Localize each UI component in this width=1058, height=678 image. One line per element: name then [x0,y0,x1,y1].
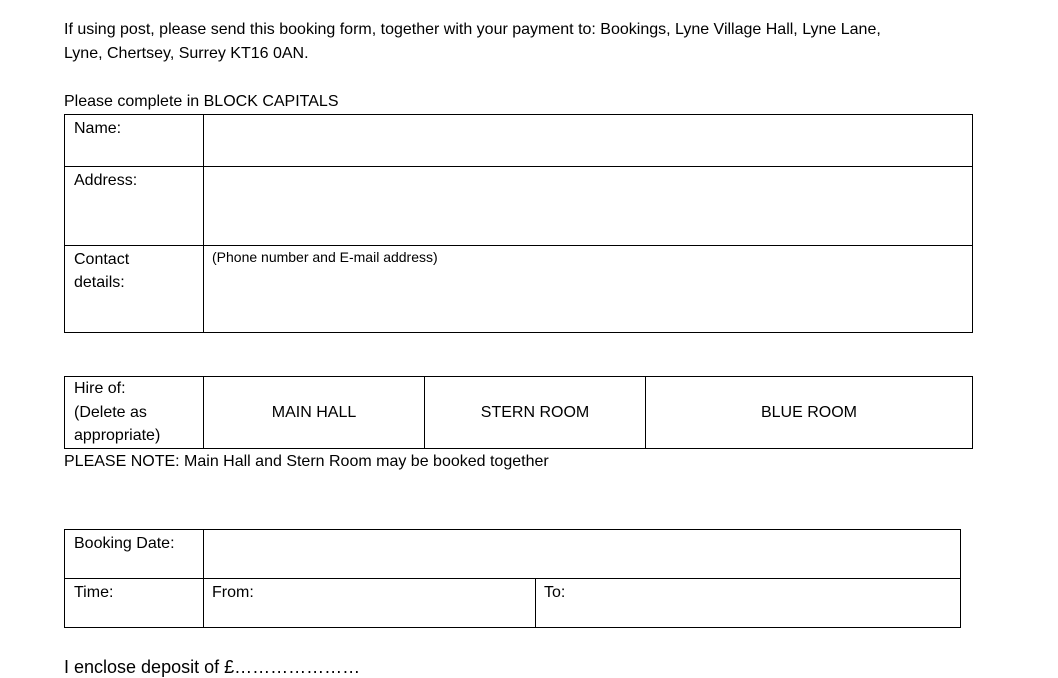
time-from-label: From: [212,584,254,601]
hire-option-stern-room[interactable]: STERN ROOM [425,377,646,449]
address-label: Address: [65,167,204,246]
booking-date-row [65,530,961,579]
deposit-line: I enclose deposit of £………………… [64,657,361,677]
time-from-field[interactable] [204,579,536,628]
time-label: Time: [65,579,204,628]
contact-label [65,246,204,333]
hire-label [65,377,204,449]
postal-instructions-line-1: If using post, please send this booking form, together with your payment to: Bookings, Lyne Village Hall, Lyne Lane, [64,21,881,38]
hire-option-main-hall[interactable]: MAIN HALL [204,377,425,449]
personal-details-table [64,114,973,333]
hire-label-line-2: (Delete as [74,403,147,421]
time-to-field[interactable] [536,579,961,628]
hire-row [65,377,973,449]
booking-date-field[interactable] [204,530,961,579]
address-row [65,167,973,246]
time-row [65,579,961,628]
booking-date-table [64,529,961,628]
contact-field[interactable] [204,246,973,333]
postal-instructions-line-2: Lyne, Chertsey, Surrey KT16 0AN. [64,45,309,62]
hire-table [64,376,973,449]
hire-label-line-1: Hire of: [74,380,126,397]
hire-option-blue-room[interactable]: BLUE ROOM [646,377,973,449]
name-field[interactable] [204,115,973,167]
booking-date-label: Booking Date: [65,530,204,579]
hire-label-line-3: appropriate) [74,427,161,444]
booking-note: PLEASE NOTE: Main Hall and Stern Room may be booked together [64,453,549,470]
address-field[interactable] [204,167,973,246]
block-capitals-instruction: Please complete in BLOCK CAPITALS [64,93,339,110]
contact-row [65,246,973,333]
name-row [65,115,973,167]
name-label: Name: [65,115,204,167]
time-to-label: To: [544,584,566,601]
contact-label-line-2: details: [74,274,125,291]
contact-hint: (Phone number and E-mail address) [212,249,438,265]
contact-label-line-1: Contact [74,251,130,268]
